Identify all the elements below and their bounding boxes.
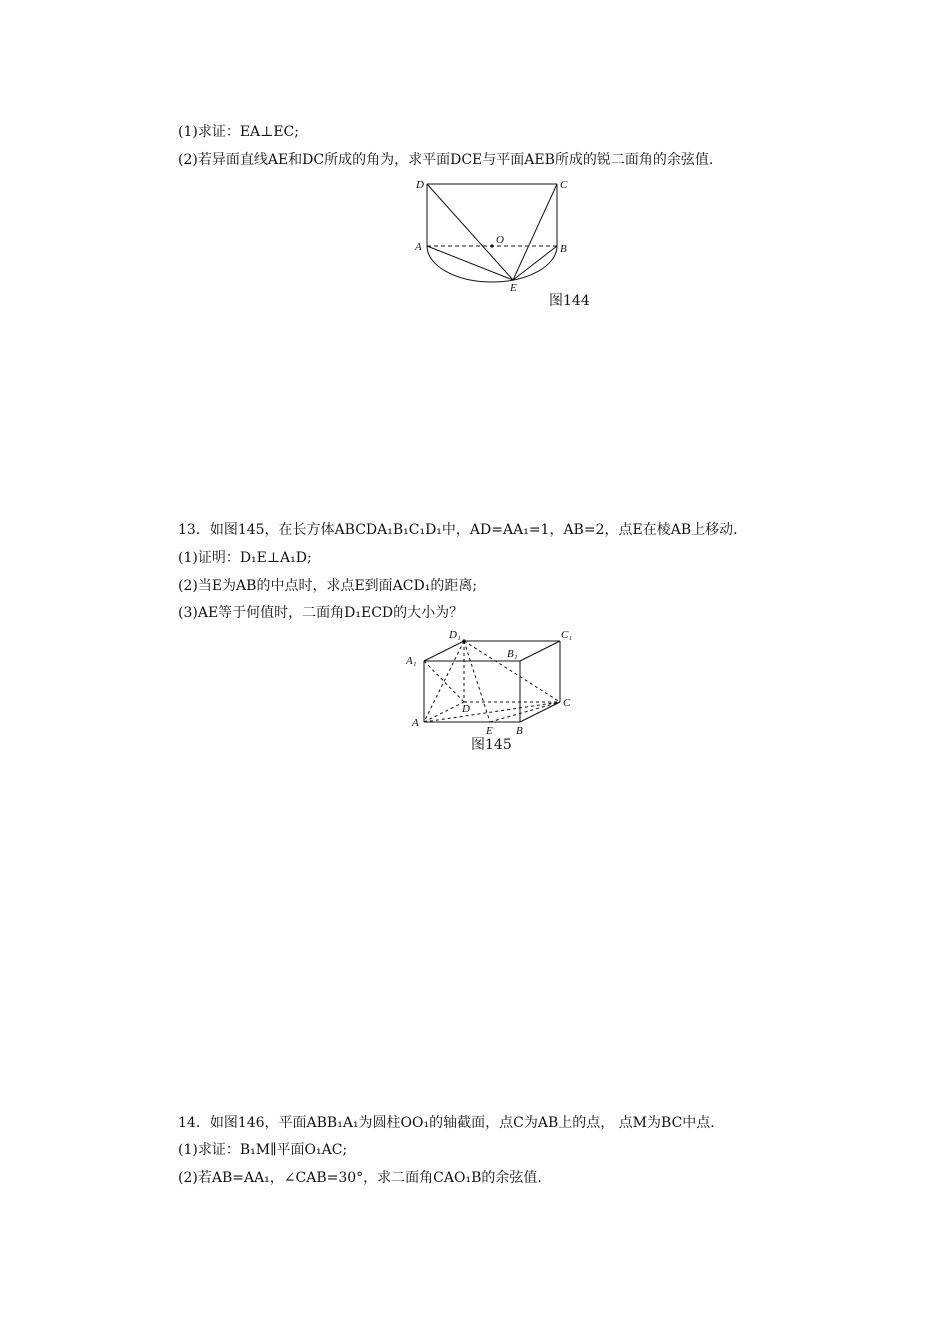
fig145-label-B1: B₁ xyxy=(507,648,518,660)
figure-144-diagram xyxy=(410,174,580,294)
fig144-label-O: O xyxy=(496,234,504,246)
fig144-label-E: E xyxy=(510,282,517,294)
fig145-label-C1: C₁ xyxy=(561,629,573,641)
figure-145-diagram xyxy=(400,626,590,738)
problem14-part1: (1)求证：B₁M∥平面O₁AC; xyxy=(178,1142,348,1158)
problem14-statement: 14．如图146，平面ABB₁A₁为圆柱OO₁的轴截面，点C为AB上的点， 点M为BC中点. xyxy=(178,1115,715,1131)
problem13-part3: (3)AE等于何值时，二面角D₁ECD的大小为？ xyxy=(178,605,464,621)
fig145-label-D: D xyxy=(462,703,470,715)
fig145-label-D1: D₁ xyxy=(449,629,461,641)
fig145-label-A: A xyxy=(412,717,419,729)
figure-144-caption: 图144 xyxy=(549,293,590,309)
problem14-part2: (2)若AB=AA₁，∠CAB=30°，求二面角CAO₁B的余弦值. xyxy=(178,1170,542,1186)
problem13-part1: (1)证明：D₁E⊥A₁D; xyxy=(178,550,312,566)
fig145-label-A1: A₁ xyxy=(406,655,417,667)
fig145-label-E: E xyxy=(486,725,493,737)
fig145-label-C: C xyxy=(563,697,571,709)
fig144-label-A: A xyxy=(415,241,422,253)
problem12-part2: (2)若异面直线AE和DC所成的角为，求平面DCE与平面AEB所成的锐二面角的余弦值. xyxy=(178,152,714,168)
fig144-label-D: D xyxy=(416,179,424,191)
problem12-part1: (1)求证：EA⊥EC; xyxy=(178,124,299,140)
problem13-statement: 13．如图145，在长方体ABCDA₁B₁C₁D₁中，AD=AA₁=1，AB=2，点E在棱AB上移动. xyxy=(178,522,738,538)
fig144-label-B: B xyxy=(560,243,567,255)
fig144-label-C: C xyxy=(560,179,568,191)
problem13-part2: (2)当E为AB的中点时，求点E到面ACD₁的距离; xyxy=(178,578,478,594)
fig145-label-B: B xyxy=(516,725,523,737)
figure-145-caption: 图145 xyxy=(471,737,512,753)
